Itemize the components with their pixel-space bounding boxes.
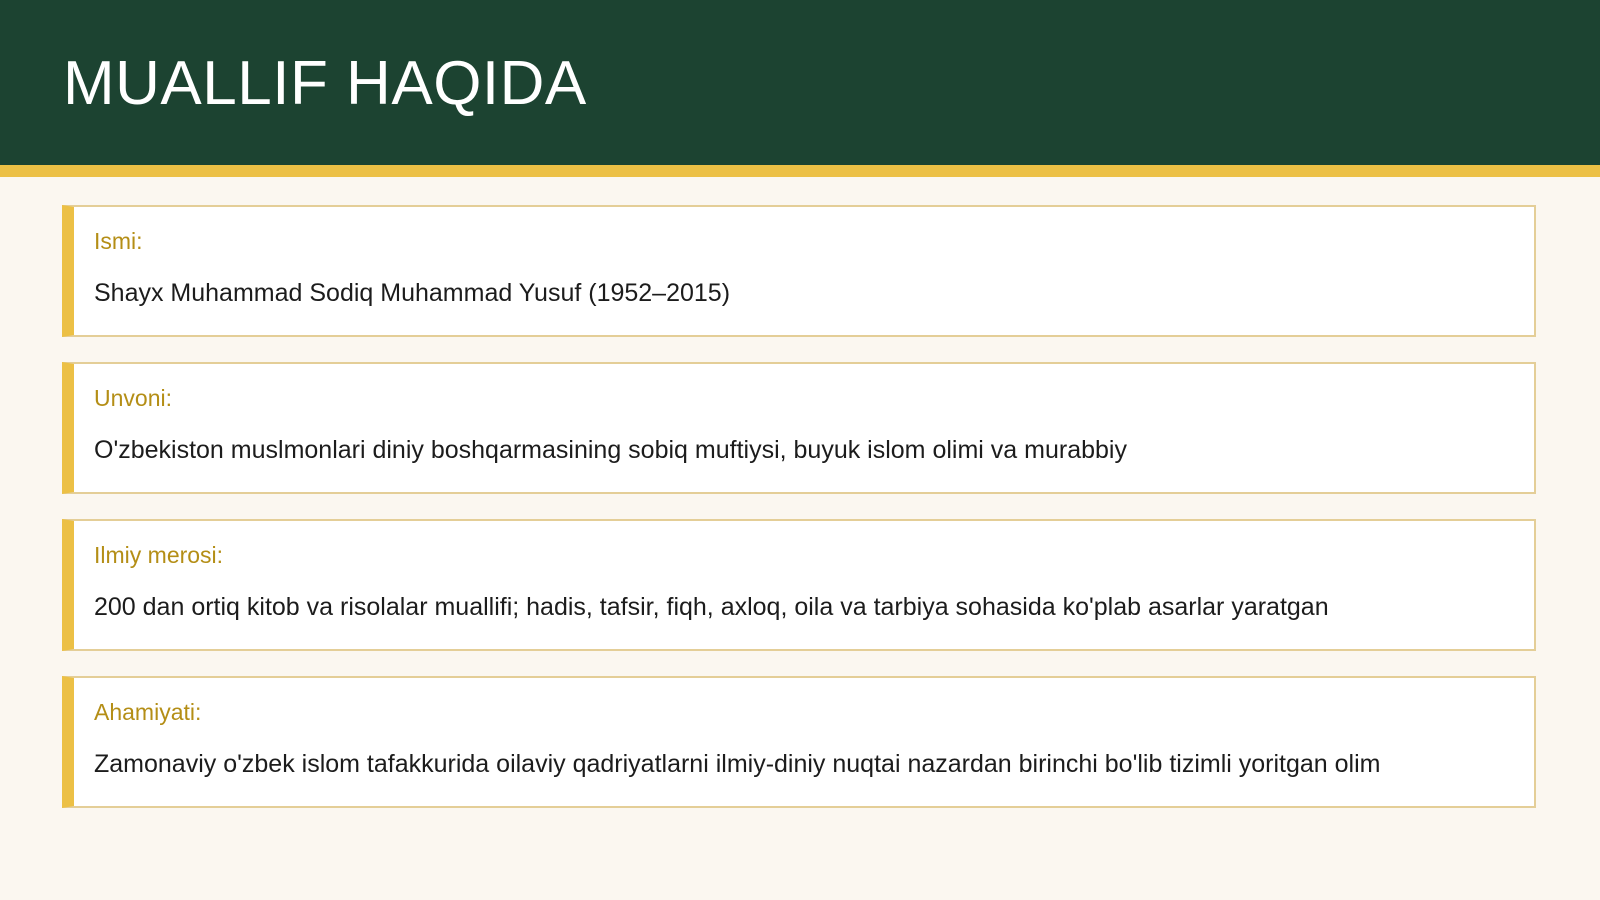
info-card-title bbox=[62, 362, 1536, 494]
card-value: O'zbekiston muslmonlari diniy boshqarmasining sobiq muftiysi, buyuk islom olimi va murabbiy bbox=[94, 436, 1127, 464]
info-card-legacy bbox=[62, 519, 1536, 651]
info-card-list bbox=[62, 205, 1536, 833]
card-label: Ahamiyati: bbox=[94, 699, 202, 725]
card-value: Shayx Muhammad Sodiq Muhammad Yusuf (1952–2015) bbox=[94, 279, 731, 307]
accent-divider bbox=[0, 165, 1600, 177]
card-value: 200 dan ortiq kitob va risolalar muallifi; hadis, tafsir, fiqh, axloq, oila va tarbiya sohasida ko'plab asarlar yaratgan bbox=[94, 593, 1329, 621]
page-title: MUALLIF HAQIDA bbox=[63, 49, 587, 118]
card-label: Ismi: bbox=[94, 228, 143, 254]
card-label: Ilmiy merosi: bbox=[94, 542, 224, 568]
header-banner bbox=[0, 0, 1600, 165]
card-label: Unvoni: bbox=[94, 385, 172, 411]
card-value: Zamonaviy o'zbek islom tafakkurida oilaviy qadriyatlarni ilmiy-diniy nuqtai nazardan birinchi bo'lib tizimli yoritgan olim bbox=[94, 750, 1381, 778]
info-card-significance bbox=[62, 676, 1536, 808]
info-card-name bbox=[62, 205, 1536, 337]
